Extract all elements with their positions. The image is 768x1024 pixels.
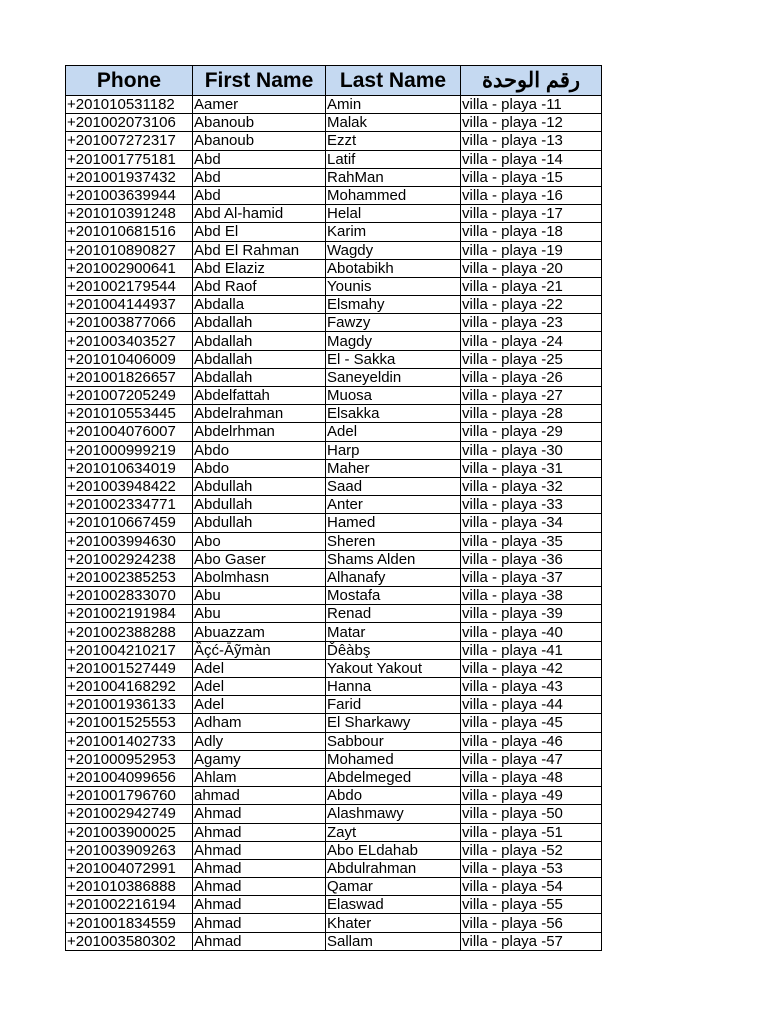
cell-last-name: Ezzt [326,132,461,150]
cell-phone: +201007272317 [66,132,193,150]
cell-unit-number: villa - playa -42 [461,659,602,677]
cell-unit-number: villa - playa -22 [461,296,602,314]
table-row [66,696,602,714]
cell-unit-number: villa - playa -38 [461,587,602,605]
cell-first-name: Abd El [193,223,326,241]
cell-phone: +201001775181 [66,150,193,168]
cell-first-name: Adly [193,732,326,750]
cell-phone: +201010553445 [66,405,193,423]
cell-phone: +201002900641 [66,259,193,277]
cell-first-name: Abdelfattah [193,387,326,405]
cell-phone: +201002179544 [66,277,193,295]
cell-last-name: Saneyeldin [326,368,461,386]
cell-last-name: Mohamed [326,750,461,768]
header-phone: Phone [66,66,193,96]
cell-last-name: Qamar [326,878,461,896]
cell-phone: +201003900025 [66,823,193,841]
cell-phone: +201001826657 [66,368,193,386]
cell-last-name: Abotabikh [326,259,461,277]
cell-phone: +201003639944 [66,186,193,204]
cell-unit-number: villa - playa -37 [461,568,602,586]
cell-phone: +201002073106 [66,114,193,132]
table-row [66,477,602,495]
cell-last-name: El Sharkawy [326,714,461,732]
cell-unit-number: villa - playa -50 [461,805,602,823]
cell-phone: +201003994630 [66,532,193,550]
cell-phone: +201004168292 [66,678,193,696]
cell-unit-number: villa - playa -57 [461,932,602,950]
cell-phone: +201010531182 [66,96,193,114]
cell-first-name: Adel [193,659,326,677]
cell-unit-number: villa - playa -55 [461,896,602,914]
cell-last-name: Anter [326,496,461,514]
table-row [66,350,602,368]
cell-last-name: Sallam [326,932,461,950]
cell-last-name: Matar [326,623,461,641]
table-row [66,532,602,550]
cell-last-name: Farid [326,696,461,714]
cell-first-name: Abanoub [193,114,326,132]
cell-phone: +201003877066 [66,314,193,332]
cell-first-name: Abdelrahman [193,405,326,423]
cell-last-name: Alhanafy [326,568,461,586]
cell-last-name: Adel [326,423,461,441]
cell-first-name: Abuazzam [193,623,326,641]
cell-last-name: Sabbour [326,732,461,750]
table-row [66,550,602,568]
table-row [66,714,602,732]
cell-last-name: Karim [326,223,461,241]
table-row [66,368,602,386]
cell-unit-number: villa - playa -53 [461,859,602,877]
cell-first-name: Agamy [193,750,326,768]
cell-unit-number: villa - playa -15 [461,168,602,186]
cell-phone: +201001796760 [66,787,193,805]
cell-first-name: Ahmad [193,914,326,932]
cell-phone: +201001525553 [66,714,193,732]
cell-first-name: Abdullah [193,477,326,495]
cell-unit-number: villa - playa -45 [461,714,602,732]
cell-unit-number: villa - playa -44 [461,696,602,714]
cell-unit-number: villa - playa -27 [461,387,602,405]
cell-unit-number: villa - playa -28 [461,405,602,423]
cell-unit-number: villa - playa -14 [461,150,602,168]
cell-phone: +201004099656 [66,768,193,786]
table-row [66,587,602,605]
cell-first-name: Aamer [193,96,326,114]
table-row [66,259,602,277]
cell-last-name: Magdy [326,332,461,350]
cell-phone: +201004076007 [66,423,193,441]
table-row [66,659,602,677]
cell-first-name: Ȁçć-Āỹmàn [193,641,326,659]
cell-phone: +201001834559 [66,914,193,932]
cell-unit-number: villa - playa -31 [461,459,602,477]
table-body [66,96,602,951]
cell-unit-number: villa - playa -41 [461,641,602,659]
cell-last-name: Elaswad [326,896,461,914]
cell-last-name: Yakout Yakout [326,659,461,677]
cell-first-name: Ahmad [193,859,326,877]
cell-first-name: Abdallah [193,314,326,332]
cell-first-name: Abd [193,168,326,186]
cell-unit-number: villa - playa -18 [461,223,602,241]
cell-phone: +201002216194 [66,896,193,914]
cell-unit-number: villa - playa -32 [461,477,602,495]
table-row [66,277,602,295]
cell-first-name: Adel [193,696,326,714]
header-row [66,66,602,96]
cell-unit-number: villa - playa -25 [461,350,602,368]
table-row [66,823,602,841]
cell-last-name: Harp [326,441,461,459]
cell-last-name: Younis [326,277,461,295]
cell-phone: +201010406009 [66,350,193,368]
cell-phone: +201000952953 [66,750,193,768]
cell-unit-number: villa - playa -23 [461,314,602,332]
cell-phone: +201002191984 [66,605,193,623]
cell-first-name: Abdallah [193,350,326,368]
table-row [66,296,602,314]
table-row [66,623,602,641]
cell-last-name: Maher [326,459,461,477]
table-row [66,859,602,877]
cell-phone: +201001937432 [66,168,193,186]
cell-first-name: Abd [193,150,326,168]
table-row [66,914,602,932]
cell-first-name: Abd Raof [193,277,326,295]
cell-first-name: Ahmad [193,878,326,896]
table-row [66,787,602,805]
table-row [66,878,602,896]
cell-last-name: Elsakka [326,405,461,423]
cell-first-name: Abdo [193,459,326,477]
cell-phone: +201003580302 [66,932,193,950]
header-first-name: First Name [193,66,326,96]
cell-unit-number: villa - playa -54 [461,878,602,896]
cell-phone: +201001936133 [66,696,193,714]
cell-first-name: Abdullah [193,496,326,514]
cell-unit-number: villa - playa -12 [461,114,602,132]
cell-first-name: Ahmad [193,896,326,914]
header-last-name: Last Name [326,66,461,96]
cell-first-name: Abd [193,186,326,204]
cell-first-name: Adham [193,714,326,732]
cell-last-name: Abdelmeged [326,768,461,786]
cell-last-name: Elsmahy [326,296,461,314]
table-row [66,332,602,350]
cell-last-name: Abdulrahman [326,859,461,877]
cell-phone: +201010681516 [66,223,193,241]
cell-phone: +201003403527 [66,332,193,350]
cell-phone: +201010391248 [66,205,193,223]
cell-unit-number: villa - playa -51 [461,823,602,841]
cell-first-name: Abu [193,587,326,605]
cell-unit-number: villa - playa -49 [461,787,602,805]
cell-unit-number: villa - playa -16 [461,186,602,204]
cell-last-name: Amin [326,96,461,114]
cell-phone: +201000999219 [66,441,193,459]
cell-unit-number: villa - playa -48 [461,768,602,786]
cell-first-name: Abdalla [193,296,326,314]
cell-first-name: Abdallah [193,368,326,386]
cell-last-name: Abo ELdahab [326,841,461,859]
table-row [66,459,602,477]
table-row [66,96,602,114]
table-row [66,768,602,786]
table-row [66,932,602,950]
table-row [66,387,602,405]
cell-last-name: Fawzy [326,314,461,332]
table-row [66,314,602,332]
table-row [66,132,602,150]
cell-phone: +201002942749 [66,805,193,823]
cell-phone: +201004144937 [66,296,193,314]
cell-last-name: Abdo [326,787,461,805]
cell-unit-number: villa - playa -56 [461,914,602,932]
cell-last-name: Helal [326,205,461,223]
cell-first-name: Abo Gaser [193,550,326,568]
cell-unit-number: villa - playa -35 [461,532,602,550]
table-row [66,641,602,659]
cell-first-name: Ahmad [193,805,326,823]
cell-last-name: El - Sakka [326,350,461,368]
cell-first-name: Abd Elaziz [193,259,326,277]
cell-last-name: Sheren [326,532,461,550]
table-row [66,496,602,514]
contacts-table [65,65,602,951]
cell-phone: +201001402733 [66,732,193,750]
table-row [66,750,602,768]
table-row [66,896,602,914]
cell-first-name: Abo [193,532,326,550]
cell-unit-number: villa - playa -39 [461,605,602,623]
table-row [66,732,602,750]
cell-first-name: Ahmad [193,841,326,859]
cell-phone: +201004072991 [66,859,193,877]
cell-unit-number: villa - playa -19 [461,241,602,259]
cell-phone: +201004210217 [66,641,193,659]
cell-first-name: Ahlam [193,768,326,786]
table-row [66,805,602,823]
cell-unit-number: villa - playa -34 [461,514,602,532]
cell-unit-number: villa - playa -52 [461,841,602,859]
cell-unit-number: villa - playa -17 [461,205,602,223]
cell-first-name: Abanoub [193,132,326,150]
cell-last-name: Shams Alden [326,550,461,568]
cell-phone: +201002388288 [66,623,193,641]
cell-first-name: Abdelrhman [193,423,326,441]
cell-phone: +201007205249 [66,387,193,405]
cell-unit-number: villa - playa -30 [461,441,602,459]
cell-last-name: Hamed [326,514,461,532]
table-row [66,678,602,696]
cell-phone: +201001527449 [66,659,193,677]
cell-first-name: Ahmad [193,932,326,950]
cell-first-name: Abd El Rahman [193,241,326,259]
cell-phone: +201003948422 [66,477,193,495]
table-row [66,841,602,859]
table-row [66,223,602,241]
cell-phone: +201002833070 [66,587,193,605]
cell-phone: +201010386888 [66,878,193,896]
cell-phone: +201010667459 [66,514,193,532]
table-row [66,405,602,423]
cell-phone: +201010890827 [66,241,193,259]
cell-last-name: Muosa [326,387,461,405]
table-row [66,441,602,459]
table-row [66,186,602,204]
cell-unit-number: villa - playa -40 [461,623,602,641]
cell-last-name: Mostafa [326,587,461,605]
cell-last-name: Wagdy [326,241,461,259]
cell-last-name: Latif [326,150,461,168]
cell-unit-number: villa - playa -29 [461,423,602,441]
cell-unit-number: villa - playa -11 [461,96,602,114]
table-row [66,605,602,623]
table-row [66,241,602,259]
table-row [66,205,602,223]
cell-first-name: Abdullah [193,514,326,532]
table-row [66,423,602,441]
cell-phone: +201010634019 [66,459,193,477]
table-row [66,168,602,186]
cell-unit-number: villa - playa -24 [461,332,602,350]
cell-last-name: Ďêàbş [326,641,461,659]
cell-phone: +201002334771 [66,496,193,514]
cell-first-name: Abd Al-hamid [193,205,326,223]
cell-last-name: Alashmawy [326,805,461,823]
cell-first-name: Abdallah [193,332,326,350]
cell-unit-number: villa - playa -20 [461,259,602,277]
cell-unit-number: villa - playa -43 [461,678,602,696]
cell-unit-number: villa - playa -47 [461,750,602,768]
cell-first-name: Abolmhasn [193,568,326,586]
cell-last-name: Saad [326,477,461,495]
cell-last-name: Khater [326,914,461,932]
cell-last-name: Zayt [326,823,461,841]
table-row [66,150,602,168]
cell-unit-number: villa - playa -13 [461,132,602,150]
cell-last-name: RahMan [326,168,461,186]
cell-first-name: Abdo [193,441,326,459]
cell-first-name: Abu [193,605,326,623]
cell-unit-number: villa - playa -21 [461,277,602,295]
cell-phone: +201003909263 [66,841,193,859]
cell-last-name: Malak [326,114,461,132]
table-row [66,568,602,586]
cell-first-name: Ahmad [193,823,326,841]
cell-last-name: Hanna [326,678,461,696]
cell-last-name: Renad [326,605,461,623]
cell-first-name: Adel [193,678,326,696]
cell-phone: +201002385253 [66,568,193,586]
cell-unit-number: villa - playa -36 [461,550,602,568]
cell-unit-number: villa - playa -33 [461,496,602,514]
cell-first-name: ahmad [193,787,326,805]
cell-unit-number: villa - playa -26 [461,368,602,386]
table-row [66,514,602,532]
cell-phone: +201002924238 [66,550,193,568]
table-row [66,114,602,132]
header-unit-number: رقم الوحدة [461,66,602,96]
cell-unit-number: villa - playa -46 [461,732,602,750]
cell-last-name: Mohammed [326,186,461,204]
